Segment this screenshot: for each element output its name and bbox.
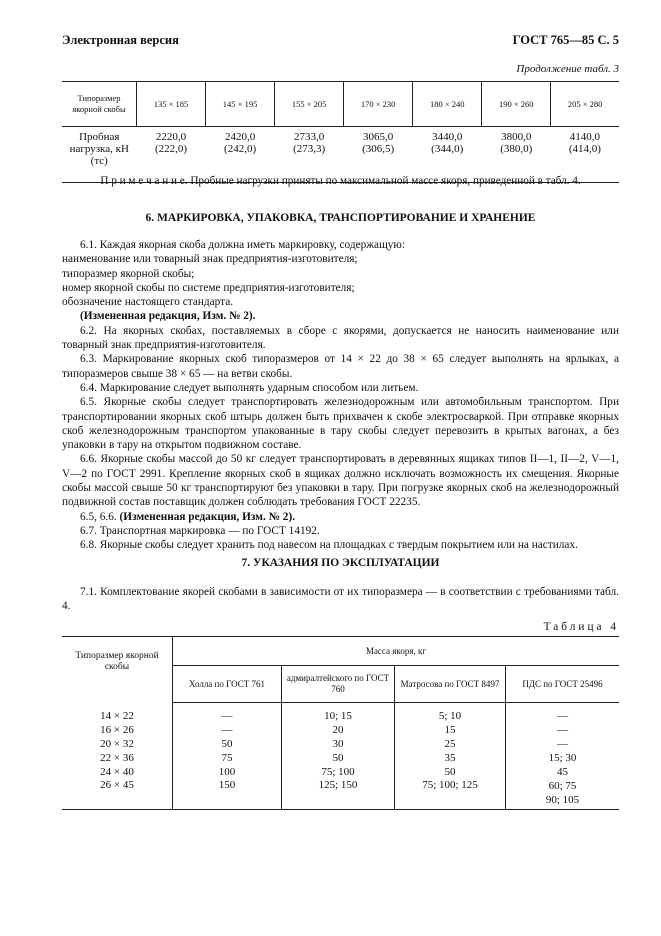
list-item: обозначение настоящего стандарта. — [62, 296, 234, 309]
page-header: ГОСТ 765—85 С. 5 — [512, 33, 619, 47]
paragraph: 6.5. Якорные скобы следует транспортировать железнодорожным или автомобильным транспортом. При транспортировании якорных скоб штырь должен быть прихвачен к скобе электросваркой. При отправке якорных скоб железнодорожным транспортом упакованные в тару скобы следует перевозить в крытых вагонах, а без упаковки в тару на открытом подвижном составе. — [62, 396, 619, 452]
change-note-line — [62, 510, 619, 524]
table-cell: 15 — [395, 723, 506, 737]
table-row — [62, 723, 619, 737]
table-cell: 16 × 26 — [62, 723, 173, 737]
table-header-cell: 145 × 195 — [206, 82, 275, 127]
table-header-cell: 180 × 240 — [413, 82, 482, 127]
load-ts: (273,3) — [293, 143, 326, 155]
load-ts: (414,0) — [568, 143, 601, 155]
table-cell: 14 × 22 — [62, 703, 173, 724]
paragraph: 6.6. Якорные скобы массой до 50 кг следует транспортировать в деревянных ящиках типов II—1, II—2, V—1, V—2 по ГОСТ 2991. Крепление якорных скоб в ящиках должно исключать возможность их смещения. Якорные скобы массой свыше 50 кг транспортируют без упаковки в тару. При погрузке якорных скоб на железнодорожный подвижной состав поставщик должен соблюдать требования ГОСТ 22235. — [62, 453, 619, 509]
table-cell: 125; 150 — [282, 779, 395, 810]
table-cell: 25 — [395, 737, 506, 751]
load-kn: 2733,0 — [293, 131, 325, 143]
table-cell: 50 — [395, 765, 506, 779]
load-kn: 4140,0 — [569, 131, 601, 143]
paragraph: 6.3. Маркирование якорных скоб типоразмеров от 14 × 22 до 38 × 65 следует выполнять на ярлыках, а типоразмеров свыше 38 × 65 — на ветви скобы. — [62, 353, 619, 380]
table-cell: — — [173, 723, 282, 737]
paragraph: 6.4. Маркирование следует выполнять ударным способом или литьем. — [80, 381, 419, 394]
table-cell: 100 — [173, 765, 282, 779]
change-note: (Измененная редакция, Изм. № 2). — [80, 310, 256, 323]
change-note-prefix: 6.5, 6.6. — [80, 510, 117, 523]
table-cell: 75; 100; 125 — [395, 779, 506, 810]
list-item: типоразмер якорной скобы; — [62, 267, 195, 280]
table-cell: 150 — [173, 779, 282, 810]
table-header-cell: Типоразмер якорной скобы — [62, 637, 173, 703]
table-cell: 15; 30 — [548, 752, 577, 764]
paragraph: 6.7. Транспортная маркировка — по ГОСТ 14192. — [80, 524, 320, 537]
table-header-cell: 170 × 230 — [344, 82, 413, 127]
cell-line: 60; 75 — [548, 780, 577, 792]
cell-line: 90; 105 — [545, 794, 580, 806]
load-kn: 3800,0 — [501, 131, 532, 143]
table-cell: — — [557, 738, 568, 750]
table-row — [62, 737, 619, 751]
table-header-cell: Матросова по ГОСТ 8497 — [395, 666, 506, 703]
load-kn: 2420,0 — [224, 131, 256, 143]
table-cell: 22 × 36 — [62, 751, 173, 765]
table-4-label: Таблица 4 — [543, 621, 619, 633]
table-row — [62, 765, 619, 779]
list-item: номер якорной скобы по системе предприятия-изготовителя; — [62, 281, 355, 294]
table-cell: 26 × 45 — [62, 779, 173, 810]
table-note: П р и м е ч а н и е. Пробные нагрузки приняты по максимальной массе якоря, приведенной в табл. 4. — [100, 175, 581, 187]
table-cell: 45 — [557, 766, 568, 778]
load-ts: (344,0) — [431, 143, 464, 155]
table-header-cell: 190 × 260 — [482, 82, 551, 127]
table-group-header: Масса якоря, кг — [173, 637, 620, 666]
table-header-cell: адмиралтейского по ГОСТ 760 — [282, 666, 395, 703]
section-6-title: 6. МАРКИРОВКА, УПАКОВКА, ТРАНСПОРТИРОВАНИЕ И ХРАНЕНИЕ — [145, 212, 536, 224]
table-3-continued — [62, 81, 619, 183]
table-header-cell: Типоразмер якорной скобы — [62, 82, 137, 127]
load-ts: (222,0) — [154, 143, 188, 155]
table-header-cell: ПДС по ГОСТ 25496 — [506, 666, 620, 703]
load-kn: 2220,0 — [155, 131, 187, 143]
table-row — [62, 637, 619, 666]
table-4 — [62, 636, 619, 810]
row-label: Пробная нагрузка, кН (тс) — [62, 127, 137, 183]
section-6-body — [62, 238, 619, 553]
table-cell: 24 × 40 — [62, 765, 173, 779]
table-cell: 10; 15 — [282, 703, 395, 724]
list-item: наименование или товарный знак предприятия-изготовителя; — [62, 253, 358, 266]
table-cell: 20 — [282, 723, 395, 737]
table-cell: 75; 100 — [282, 765, 395, 779]
table-cell: 30 — [282, 737, 395, 751]
table-row — [62, 779, 619, 810]
table-cell: 50 — [282, 751, 395, 765]
table-header-cell: Холла по ГОСТ 761 — [173, 666, 282, 703]
table-row — [62, 751, 619, 765]
table-cell: — — [557, 710, 568, 722]
load-ts: (306,5) — [362, 143, 395, 155]
table-cell: 50 — [173, 737, 282, 751]
table-continuation-label: Продолжение табл. 3 — [516, 63, 619, 75]
load-ts: (380,0) — [500, 143, 533, 155]
load-ts: (242,0) — [224, 143, 257, 155]
paragraph: 6.8. Якорные скобы следует хранить под навесом на площадках с твердым покрытием или на настилах. — [80, 539, 578, 552]
paragraph: 6.1. Каждая якорная скоба должна иметь маркировку, содержащую: — [80, 239, 405, 251]
table-cell: 35 — [395, 751, 506, 765]
change-note: (Измененная редакция, Изм. № 2). — [119, 510, 296, 523]
load-kn: 3065,0 — [363, 131, 394, 143]
table-row — [62, 703, 619, 724]
table-cell: 75 — [173, 751, 282, 765]
table-cell: 5; 10 — [395, 703, 506, 724]
edition-label: Электронная версия — [62, 33, 179, 47]
table-cell: 20 × 32 — [62, 737, 173, 751]
table-header-cell: 135 × 185 — [137, 82, 206, 127]
paragraph: 6.2. На якорных скобах, поставляемых в сборе с якорями, допускается не наносить наименование или товарный знак предприятия-изготовителя. — [62, 324, 619, 352]
table-cell: — — [557, 724, 568, 736]
table-header-cell: 155 × 205 — [275, 82, 344, 127]
load-kn: 3440,0 — [432, 131, 463, 143]
table-row — [62, 82, 619, 127]
paragraph: 7.1. Комплектование якорей скобами в зависимости от их типоразмера — в соответствии с требованиями табл. 4. — [62, 586, 619, 613]
table-header-cell: 205 × 280 — [551, 82, 619, 127]
table-cell: — — [173, 703, 282, 724]
section-7-title: 7. УКАЗАНИЯ ПО ЭКСПЛУАТАЦИИ — [241, 557, 440, 569]
table-cell — [506, 779, 620, 810]
section-7-body — [62, 585, 619, 614]
